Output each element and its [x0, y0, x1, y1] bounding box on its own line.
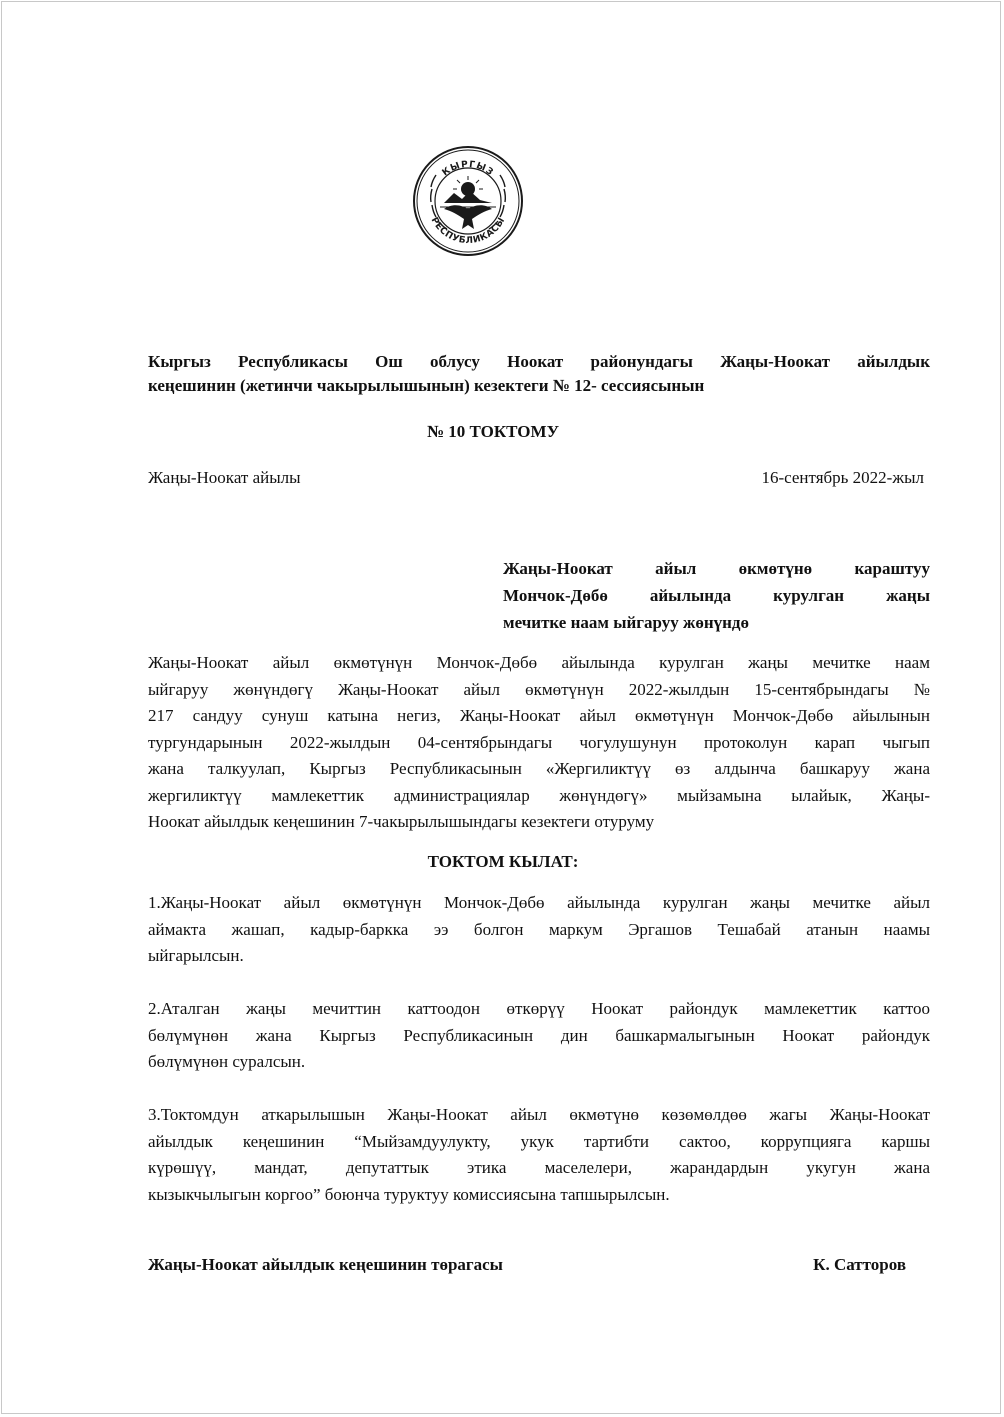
preamble-line: Ноокат айылдык кеңешинин 7-чакырылышындагы кезектеги отуруму — [148, 812, 655, 831]
preamble-line: тургундарынын 2022-жылдын 04-сентябрындагы чогулушунун протоколун карап чыгып — [148, 732, 930, 752]
item-line: 3.Токтомдун аткарылышын Жаңы-Ноокат айыл өкмөтүнө көзөмөлдөө жагы Жаңы-Ноокат — [148, 1105, 930, 1124]
document-number: № 10 ТОКТОМУ — [426, 422, 560, 441]
decision-item-2 — [148, 996, 930, 1076]
preamble-line: жергиликтүү мамлекеттик администрациялар жөнүндөгү» мыйзамына ылайык, Жаңы- — [148, 785, 930, 805]
preamble-line: 217 сандуу сунуш катына негиз, Жаңы-Ноокат айыл өкмөтүнүн Мончок-Дөбө айылынын — [148, 706, 930, 725]
document-date: 16-сентябрь 2022-жыл — [761, 468, 924, 487]
decision-item-1 — [148, 890, 930, 970]
item-line: 2.Аталган жаңы мечиттин каттоодон өткөрүү Ноокат райондук мамлекеттик каттоо — [148, 999, 930, 1018]
emblem-bottom-text: РЕСПУБЛИКАСЫ — [428, 215, 508, 247]
signatory-position: Жаңы-Ноокат айылдык кеңешинин төрагасы — [148, 1255, 503, 1274]
document-page — [1, 1, 1001, 1414]
subject-line: Мончок-Дөбө айылында курулган жаңы — [503, 586, 930, 605]
svg-text:КЫРГЫЗ — [441, 160, 496, 178]
preamble-line: жана талкуулап, Кыргыз Республикасынын «Жергиликтүү өз алдынча башкаруу жана — [148, 759, 930, 778]
document-header — [148, 350, 930, 398]
signatory-name: К. Сатторов — [813, 1255, 906, 1274]
emblem-top-text: КЫРГЫЗ — [440, 159, 496, 179]
item-line: күрөшүү, мандат, депутаттык этика маселелери, жарандардын укугун жана — [148, 1158, 930, 1177]
preamble-line: Жаңы-Ноокат айыл өкмөтүнүн Мончок-Дөбө айылында курулган жаңы мечитке наам — [148, 653, 930, 672]
item-line: ыйгарылсын. — [148, 946, 244, 965]
decision-heading: ТОКТОМ КЫЛАТ: — [427, 852, 579, 871]
item-line: 1.Жаңы-Ноокат айыл өкмөтүнүн Мончок-Дөбө айылында курулган жаңы мечитке айыл — [148, 893, 930, 912]
document-place: Жаңы-Ноокат айылы — [148, 468, 301, 487]
header-line-1: Кыргыз Республикасы Ош облусу Ноокат районундагы Жаңы-Ноокат айылдык — [148, 352, 930, 371]
subject-line: Жаңы-Ноокат айыл өкмөтүнө караштуу — [503, 559, 930, 578]
preamble-paragraph — [148, 650, 930, 836]
preamble-line: ыйгаруу жөнүндөгү Жаңы-Ноокат айыл өкмөтүнүн 2022-жылдын 15-сентябрындагы № — [148, 679, 930, 699]
subject-line: мечитке наам ыйгаруу жөнүндө — [503, 613, 750, 632]
kyrgyz-state-emblem-icon — [412, 145, 524, 257]
item-line: айылдык кеңешинин “Мыйзамдуулукту, укук тартибти сактоо, коррупцияга каршы — [148, 1131, 930, 1151]
document-subject — [503, 555, 930, 636]
header-line-2: кеңешинин (жетинчи чакырылышынын) кезектеги № 12- сессиясынын — [148, 376, 705, 395]
item-line: кызыкчылыгын коргоо” боюнча туруктуу комиссиясына тапшырылсын. — [148, 1184, 670, 1204]
item-line: аймакта жашап, кадыр-баркка ээ болгон маркум Эргашов Тешабай атанын наамы — [148, 919, 930, 939]
item-line: бөлүмүнөн жана Кыргыз Республикасинын дин башкармалыгынын Ноокат райондук — [148, 1025, 930, 1045]
item-line: бөлүмүнөн суралсын. — [148, 1052, 306, 1071]
decision-item-3 — [148, 1102, 930, 1208]
